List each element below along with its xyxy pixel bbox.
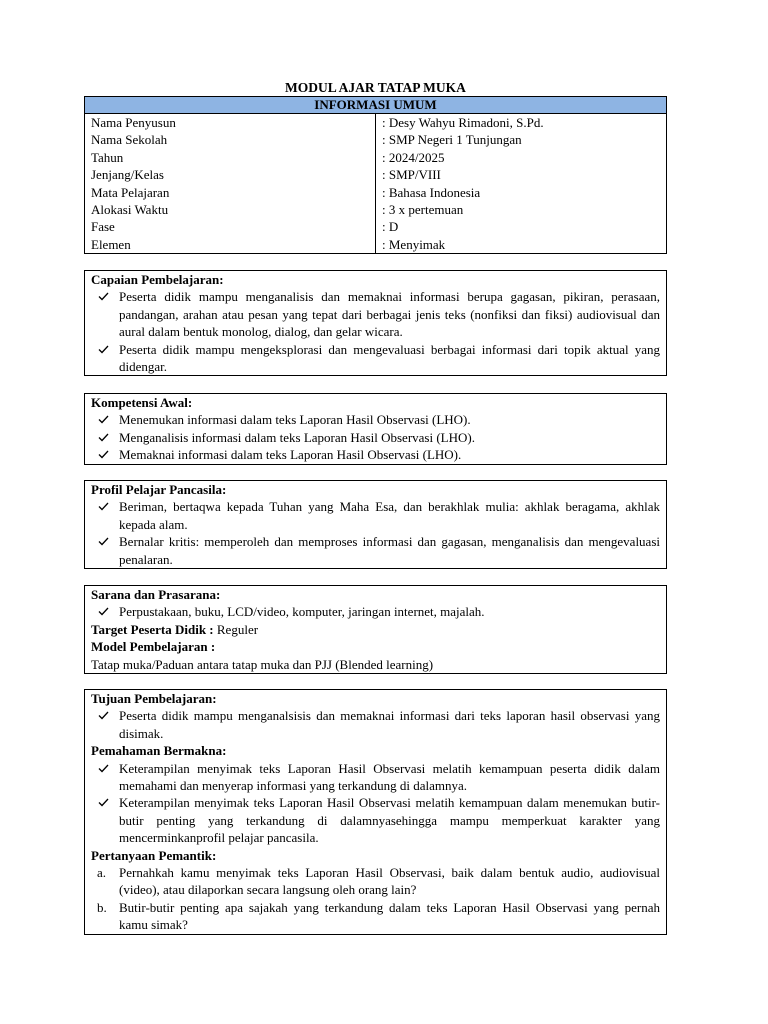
model-label: Model Pembelajaran : [91,639,216,655]
pertanyaan-item-text: Butir-butir penting apa sajakah yang terkandung dalam teks Laporan Hasil Observasi yang pernah kamu simak? [119,899,660,933]
info-value: : Desy Wahyu Rimadoni, S.Pd. [382,115,544,130]
info-label: Mata Pelajaran [91,184,170,200]
pemahaman-item-text: Keterampilan menyimak teks Laporan Hasil Observasi melatih kemampuan peserta didik dalam memahami dan menyerap informasi yang terkandung di dalamnya. [119,760,660,794]
info-label: Elemen [91,236,131,252]
list-marker: b. [97,899,107,915]
list-item [91,288,660,340]
kompetensi-item-text: Memaknai informasi dalam teks Laporan Hasil Observasi (LHO). [119,447,462,463]
profil-item-text: Beriman, bertaqwa kepada Tuhan yang Maha Esa, dan berakhlak mulia: akhlak beragama, akhlak kepada alam. [119,499,660,532]
info-value: : 3 x pertemuan [382,201,464,217]
checkmark-icon [98,502,109,511]
capaian-list [91,288,660,375]
info-label: Fase [91,219,115,235]
tujuan-list [91,707,660,742]
kompetensi-section [84,393,667,465]
info-labels-cell [85,114,376,254]
checkmark-icon [98,345,109,354]
kompetensi-item-text: Menemukan informasi dalam teks Laporan Hasil Observasi (LHO). [119,412,471,428]
list-item [91,341,660,376]
pemahaman-title: Pemahaman Bermakna: [91,743,227,759]
target-line [91,621,660,638]
info-value: : SMP Negeri 1 Tunjungan [382,132,522,148]
info-value: : Bahasa Indonesia [382,184,481,200]
kompetensi-item-text: Menganalisis informasi dalam teks Laporan Hasil Observasi (LHO). [119,429,475,445]
tujuan-item-text: Peserta didik mampu menganalsisis dan memaknai informasi dari teks laporan hasil observasi yang disimak. [119,708,660,741]
info-value: : D [382,219,399,235]
sarana-item-text: Perpustakaan, buku, LCD/video, komputer, jaringan internet, majalah. [119,604,485,620]
kompetensi-title: Kompetensi Awal: [91,395,193,410]
list-item [91,498,660,533]
sarana-section [84,585,667,674]
pemahaman-list [91,760,660,847]
list-item [91,603,660,620]
checkmark-icon [98,764,109,773]
list-item [91,864,660,899]
list-item [91,899,660,934]
info-label: Nama Penyusun [91,115,176,130]
model-value: Tatap muka/Paduan antara tatap muka dan PJJ (Blended learning) [91,656,434,672]
list-item [91,446,660,463]
checkmark-icon [98,711,109,720]
sarana-list [91,603,660,620]
checkmark-icon [98,607,109,616]
info-label: Jenjang/Kelas [91,167,164,183]
sarana-title: Sarana dan Prasarana: [91,587,221,602]
checkmark-icon [98,450,109,459]
target-value: Reguler [213,621,259,637]
list-item [91,429,660,446]
profil-list [91,498,660,568]
tujuan-title: Tujuan Pembelajaran: [91,691,217,706]
pertanyaan-list [91,864,660,934]
pertanyaan-item-text: Pernahkah kamu menyimak teks Laporan Hasil Observasi, baik dalam bentuk audio, audiovisual (video), atau dilaporkan secara langsung oleh orang lain? [119,865,660,898]
checkmark-icon [98,415,109,424]
capaian-item-text: Peserta didik mampu mengeksplorasi dan mengevaluasi berbagai informasi dari topik aktual yang didengar. [119,341,660,375]
info-value: : 2024/2025 [382,149,445,165]
info-value: : Menyimak [382,236,446,252]
profil-title: Profil Pelajar Pancasila: [91,482,227,497]
general-info-table [84,96,667,254]
pemahaman-item-text: Keterampilan menyimak teks Laporan Hasil Observasi melatih kemampuan dalam menemukan butir-butir penting yang terkandung di dalamnyasehingga mampu memperkuat karakter yang mencerminkanprofil pelajar pancasila. [119,795,660,846]
checkmark-icon [98,798,109,807]
list-item [91,533,660,568]
profil-item-text: Bernalar kritis: memperoleh dan memproses informasi dan gagasan, menganalisis dan mengevaluasi penalaran. [119,534,660,567]
tujuan-section [84,689,667,935]
kompetensi-list [91,411,660,463]
document-title: MODUL AJAR TATAP MUKA [285,80,466,95]
capaian-section [84,270,667,376]
capaian-item-text: Peserta didik mampu menganalisis dan memaknai informasi berupa gagasan, pikiran, perasaan, pandangan, arahan atau pesan yang tepat dari berbagai jenis teks (nonfiksi dan fiksi) audiovisual dan aural dalam bentuk monolog, dialog, dan gelar wicara. [119,289,660,340]
list-item [91,760,660,795]
checkmark-icon [98,537,109,546]
pertanyaan-title: Pertanyaan Pemantik: [91,847,217,863]
list-item [91,707,660,742]
info-label: Nama Sekolah [91,132,168,148]
info-label: Tahun [91,149,124,165]
target-label: Target Peserta Didik : [91,621,214,637]
info-value: : SMP/VIII [382,167,441,183]
checkmark-icon [98,292,109,301]
info-values-cell [376,114,667,254]
list-item [91,794,660,846]
info-label: Alokasi Waktu [91,201,169,217]
general-info-heading: INFORMASI UMUM [85,97,667,114]
profil-section [84,480,667,569]
list-item [91,411,660,428]
capaian-title: Capaian Pembelajaran: [91,272,224,287]
list-marker: a. [97,865,107,881]
checkmark-icon [98,433,109,442]
